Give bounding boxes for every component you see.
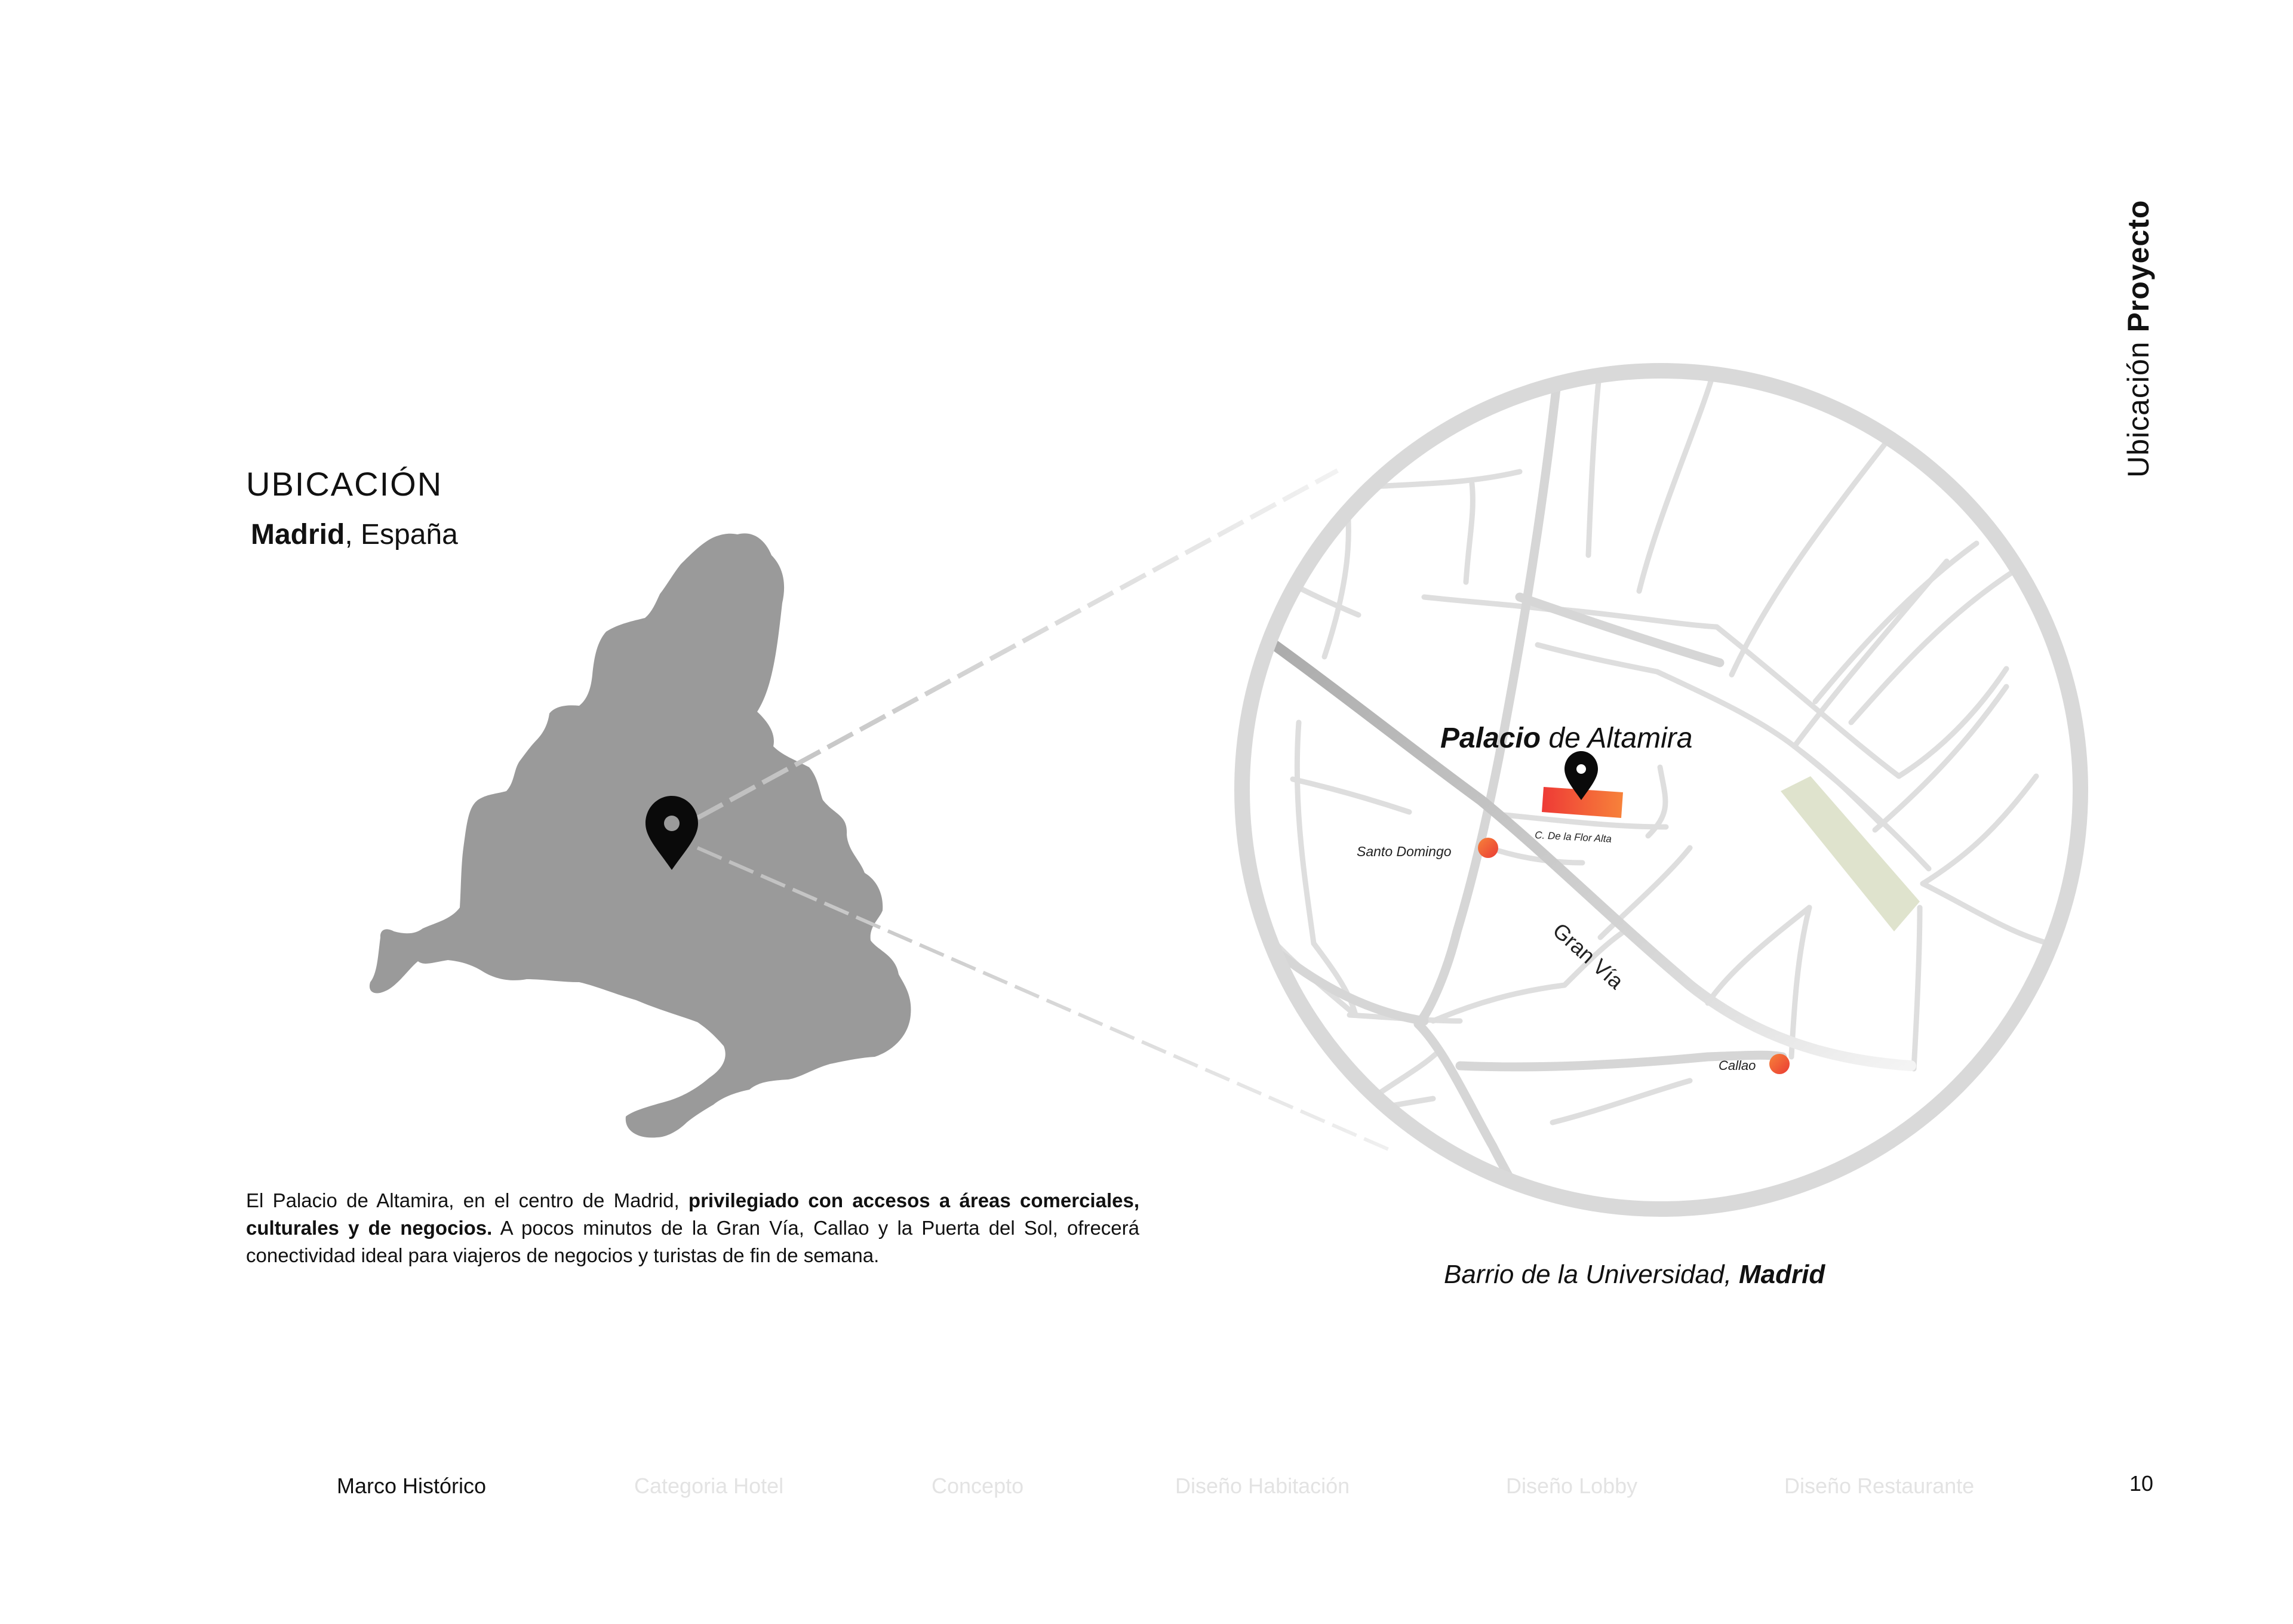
caption-city: Madrid [1739,1260,1825,1289]
section-title: UBICACIÓN [246,465,443,503]
map-caption [1444,1260,1825,1290]
footer-nav-concepto[interactable]: Concepto [932,1474,1024,1498]
santo-domingo-label: Santo Domingo [1357,844,1452,859]
santo-domingo-marker [1478,838,1498,858]
callao-marker [1769,1054,1790,1074]
location-country: , España [345,519,458,550]
side-title-bold: Proyecto [2122,199,2155,333]
side-title-light: Ubicación [2122,332,2155,478]
footer-nav-diseno-restaurante[interactable]: Diseño Restaurante [1784,1474,1975,1498]
landmark-label: Palacio de Altamira [1440,722,1693,754]
location-subtitle [251,518,458,551]
footer-nav-diseno-lobby[interactable]: Diseño Lobby [1506,1474,1638,1498]
callao-label: Callao [1719,1058,1756,1073]
footer-nav-diseno-habitacion[interactable]: Diseño Habitación [1175,1474,1350,1498]
gran-via-label: Gran Vía [1548,918,1629,994]
page-number: 10 [2129,1471,2154,1496]
footer-nav-categoria-hotel[interactable]: Categoria Hotel [634,1474,784,1498]
footer-nav-marco-historico[interactable]: Marco Histórico [337,1474,487,1498]
description-highlight: privilegiado con accesos a áreas comerciales, culturales y de negocios. [246,1189,1139,1239]
street-label: C. De la Flor Alta [1534,829,1612,845]
caption-neighborhood: Barrio de la Universidad, [1444,1260,1739,1289]
description-part1: El Palacio de Altamira, en el centro de Madrid, [246,1189,688,1211]
description-paragraph [246,1187,1139,1269]
location-city: Madrid [251,519,345,550]
description-part2: A pocos minutos de la Gran Vía, Callao y la Puerta del Sol, ofrecerá conectividad ideal para viajeros de negocios y turistas de fin de semana. [246,1217,1140,1266]
side-title [2097,167,2155,478]
street-map [1230,361,2080,1212]
madrid-region-silhouette [370,533,911,1137]
